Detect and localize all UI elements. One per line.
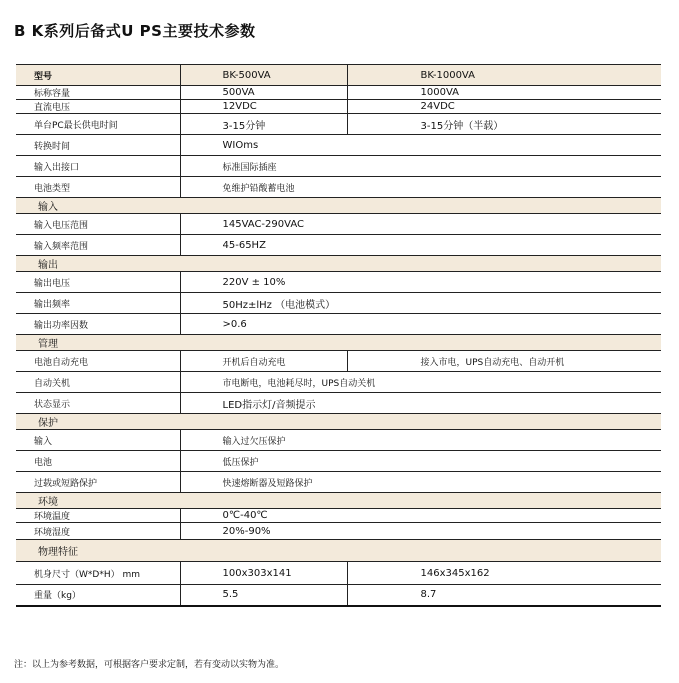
section-header-row <box>16 198 661 214</box>
spec-label: 自动关机 <box>16 372 180 393</box>
spec-row <box>16 472 661 493</box>
spec-value-shared: 50Hz±lHz （电池模式） <box>180 293 661 314</box>
spec-row <box>16 585 661 606</box>
spec-row <box>16 214 661 235</box>
spec-label: 输入出接口 <box>16 156 180 177</box>
spec-value-1000: 8.7 <box>347 585 661 606</box>
spec-value-shared: 市电断电，电池耗尽时，UPS自动关机 <box>180 372 661 393</box>
spec-row <box>16 177 661 198</box>
header-model-500: BK-500VA <box>180 65 347 86</box>
spec-label: 机身尺寸（W*D*H） mm <box>16 562 180 585</box>
spec-value-shared: LED指示灯/音频提示 <box>180 393 661 414</box>
spec-row <box>16 393 661 414</box>
section-title: 保护 <box>16 414 661 430</box>
spec-value-shared: 快速熔断器及短路保护 <box>180 472 661 493</box>
spec-value-shared: 低压保护 <box>180 451 661 472</box>
spec-label: 电池 <box>16 451 180 472</box>
spec-row <box>16 86 661 100</box>
spec-value-shared: 45-65HZ <box>180 235 661 256</box>
spec-label: 直流电压 <box>16 100 180 114</box>
spec-label: 重量（kg） <box>16 585 180 606</box>
spec-value-500: 3-15分钟 <box>180 114 347 135</box>
spec-label: 输出频率 <box>16 293 180 314</box>
section-title: 物理特征 <box>16 540 661 562</box>
spec-value-1000: 24VDC <box>347 100 661 114</box>
spec-value-shared: >0.6 <box>180 314 661 335</box>
spec-value-shared: 输入过欠压保护 <box>180 430 661 451</box>
spec-row <box>16 314 661 335</box>
spec-row <box>16 293 661 314</box>
spec-label: 转换时间 <box>16 135 180 156</box>
spec-label: 单台PC最长供电时间 <box>16 114 180 135</box>
spec-row <box>16 523 661 540</box>
spec-label: 输出功率因数 <box>16 314 180 335</box>
spec-label: 电池自动充电 <box>16 351 180 372</box>
spec-label: 过载或短路保护 <box>16 472 180 493</box>
section-title: 管理 <box>16 335 661 351</box>
spec-label: 输入频率范围 <box>16 235 180 256</box>
spec-label: 环境湿度 <box>16 523 180 540</box>
footnote: 注：以上为参考数据，可根据客户要求定制，若有变动以实物为准。 <box>14 660 285 670</box>
spec-value-shared: WIOms <box>180 135 661 156</box>
table-header-row <box>16 65 661 86</box>
section-header-row <box>16 335 661 351</box>
spec-label: 输入 <box>16 430 180 451</box>
spec-label: 电池类型 <box>16 177 180 198</box>
spec-row <box>16 562 661 585</box>
spec-value-shared: 220V ± 10% <box>180 272 661 293</box>
spec-value-500: 12VDC <box>180 100 347 114</box>
spec-value-shared: 20%-90% <box>180 523 661 540</box>
spec-row <box>16 372 661 393</box>
spec-value-1000: 接入市电，UPS自动充电、自动开机 <box>347 351 661 372</box>
spec-value-500: 500VA <box>180 86 347 100</box>
section-header-row <box>16 493 661 509</box>
spec-row <box>16 509 661 523</box>
spec-label: 状态显示 <box>16 393 180 414</box>
section-header-row <box>16 540 661 562</box>
spec-value-shared: 免维护铅酸蓄电池 <box>180 177 661 198</box>
spec-label: 标称容量 <box>16 86 180 100</box>
spec-row <box>16 351 661 372</box>
spec-row <box>16 451 661 472</box>
spec-value-1000: 1000VA <box>347 86 661 100</box>
spec-label: 输入电压范围 <box>16 214 180 235</box>
spec-row <box>16 135 661 156</box>
spec-value-500: 5.5 <box>180 585 347 606</box>
spec-table <box>16 64 661 607</box>
header-model-label: 型号 <box>16 65 180 86</box>
document-title: B K系列后备式U PS主要技术参数 <box>14 22 256 40</box>
spec-row <box>16 272 661 293</box>
spec-row <box>16 235 661 256</box>
spec-value-shared: 标准国际插座 <box>180 156 661 177</box>
spec-label: 输出电压 <box>16 272 180 293</box>
spec-value-1000: 3-15分钟（半载） <box>347 114 661 135</box>
spec-value-shared: 0℃-40℃ <box>180 509 661 523</box>
spec-row <box>16 156 661 177</box>
spec-value-500: 开机后自动充电 <box>180 351 347 372</box>
section-title: 环境 <box>16 493 661 509</box>
section-header-row <box>16 414 661 430</box>
spec-label: 环境温度 <box>16 509 180 523</box>
section-header-row <box>16 256 661 272</box>
spec-value-1000: 146x345x162 <box>347 562 661 585</box>
spec-row <box>16 114 661 135</box>
spec-row <box>16 430 661 451</box>
section-title: 输出 <box>16 256 661 272</box>
section-title: 输入 <box>16 198 661 214</box>
spec-value-shared: 145VAC-290VAC <box>180 214 661 235</box>
spec-value-500: 100x303x141 <box>180 562 347 585</box>
spec-row <box>16 100 661 114</box>
header-model-1000: BK-1000VA <box>347 65 661 86</box>
